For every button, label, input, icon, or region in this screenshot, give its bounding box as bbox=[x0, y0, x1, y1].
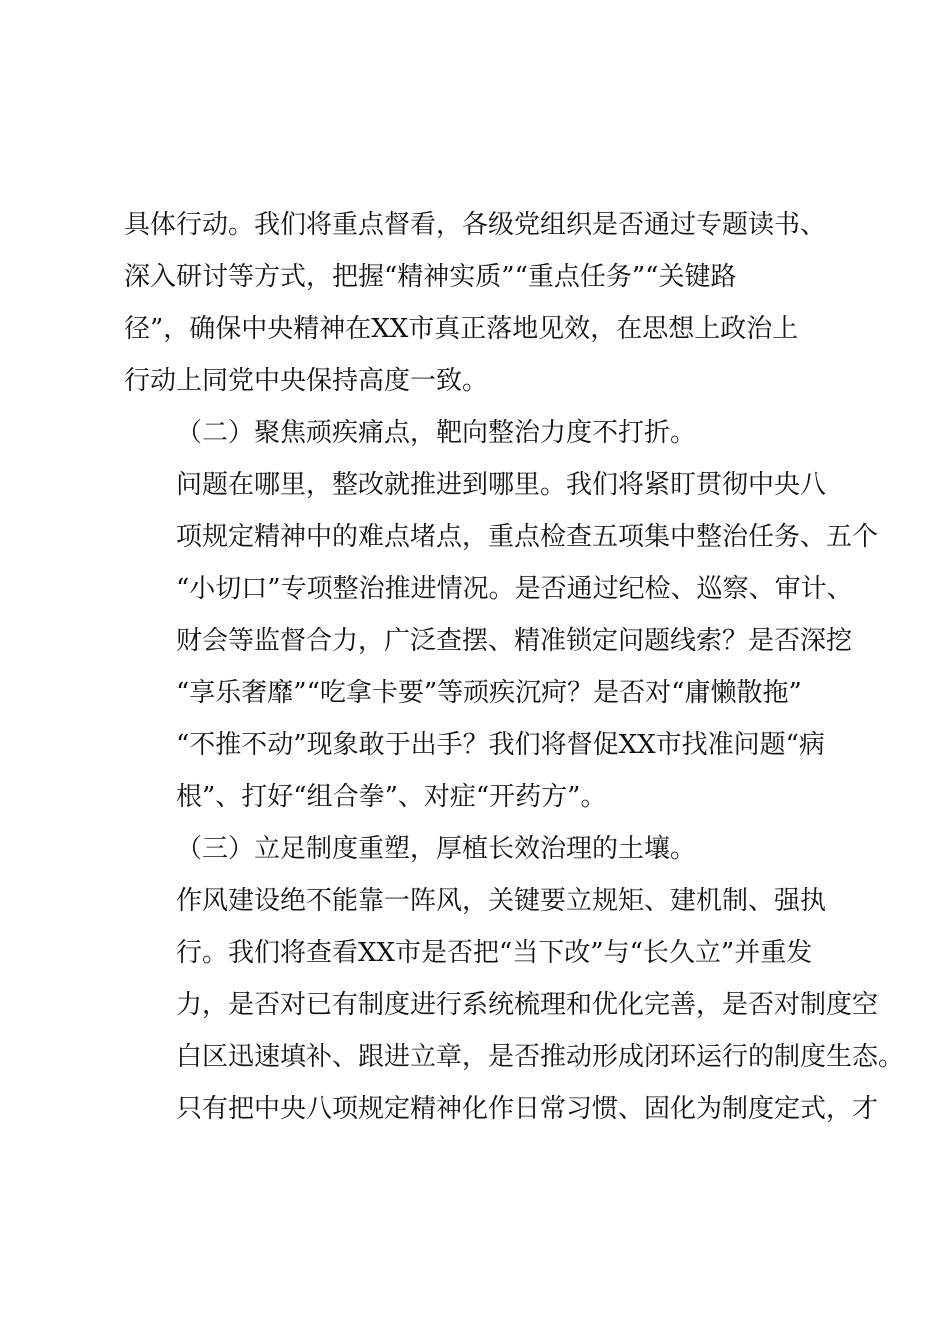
document-body bbox=[124, 199, 905, 1135]
paragraph bbox=[124, 407, 824, 459]
text-line: 力，是否对已有制度进行系统梳理和优化完善，是否对制度空 bbox=[176, 990, 879, 1020]
paragraph bbox=[124, 459, 879, 823]
text-line: “不推不动”现象敢于出手？我们将督促XX市找准问题“病 bbox=[176, 730, 825, 760]
text-line: 作风建设绝不能靠一阵风，关键要立规矩、建机制、强执 bbox=[176, 886, 827, 916]
paragraph bbox=[124, 199, 827, 407]
text-line: 财会等监督合力，广泛查摆、精准锁定问题线索？是否深挖 bbox=[176, 626, 853, 656]
text-line: 问题在哪里，整改就推进到哪里。我们将紧盯贯彻中央八 bbox=[176, 470, 827, 500]
paragraph bbox=[124, 875, 905, 1135]
text-line: 深入研讨等方式，把握“精神实质”“重点任务”“关键路 bbox=[124, 262, 737, 292]
text-line: 只有把中央八项规定精神化作日常习惯、固化为制度定式，才 bbox=[176, 1094, 879, 1124]
text-line: 具体行动。我们将重点督看，各级党组织是否通过专题读书、 bbox=[124, 210, 827, 240]
text-line: 行。我们将查看XX市是否把“当下改”与“长久立”并重发 bbox=[176, 938, 813, 968]
text-line: “享乐奢靡”“吃拿卡要”等顽疾沉疴？是否对“庸懒散拖” bbox=[176, 678, 802, 708]
paragraph bbox=[124, 823, 824, 875]
text-line: “小切口”专项整治推进情况。是否通过纪检、巡察、审计、 bbox=[176, 574, 853, 604]
text-line: （二）聚焦顽疾痛点，靶向整治力度不打折。 bbox=[176, 418, 697, 448]
text-line: 行动上同党中央保持高度一致。 bbox=[124, 366, 489, 396]
text-line: 根”、打好“组合拳”、对症“开药方”。 bbox=[176, 782, 607, 812]
text-line: 白区迅速填补、跟进立章，是否推动形成闭环运行的制度生态。 bbox=[176, 1042, 905, 1072]
text-line: （三）立足制度重塑，厚植长效治理的土壤。 bbox=[176, 834, 697, 864]
text-line: 项规定精神中的难点堵点，重点检查五项集中整治任务、五个 bbox=[176, 522, 879, 552]
text-line: 径”，确保中央精神在XX市真正落地见效，在思想上政治上 bbox=[124, 314, 799, 344]
